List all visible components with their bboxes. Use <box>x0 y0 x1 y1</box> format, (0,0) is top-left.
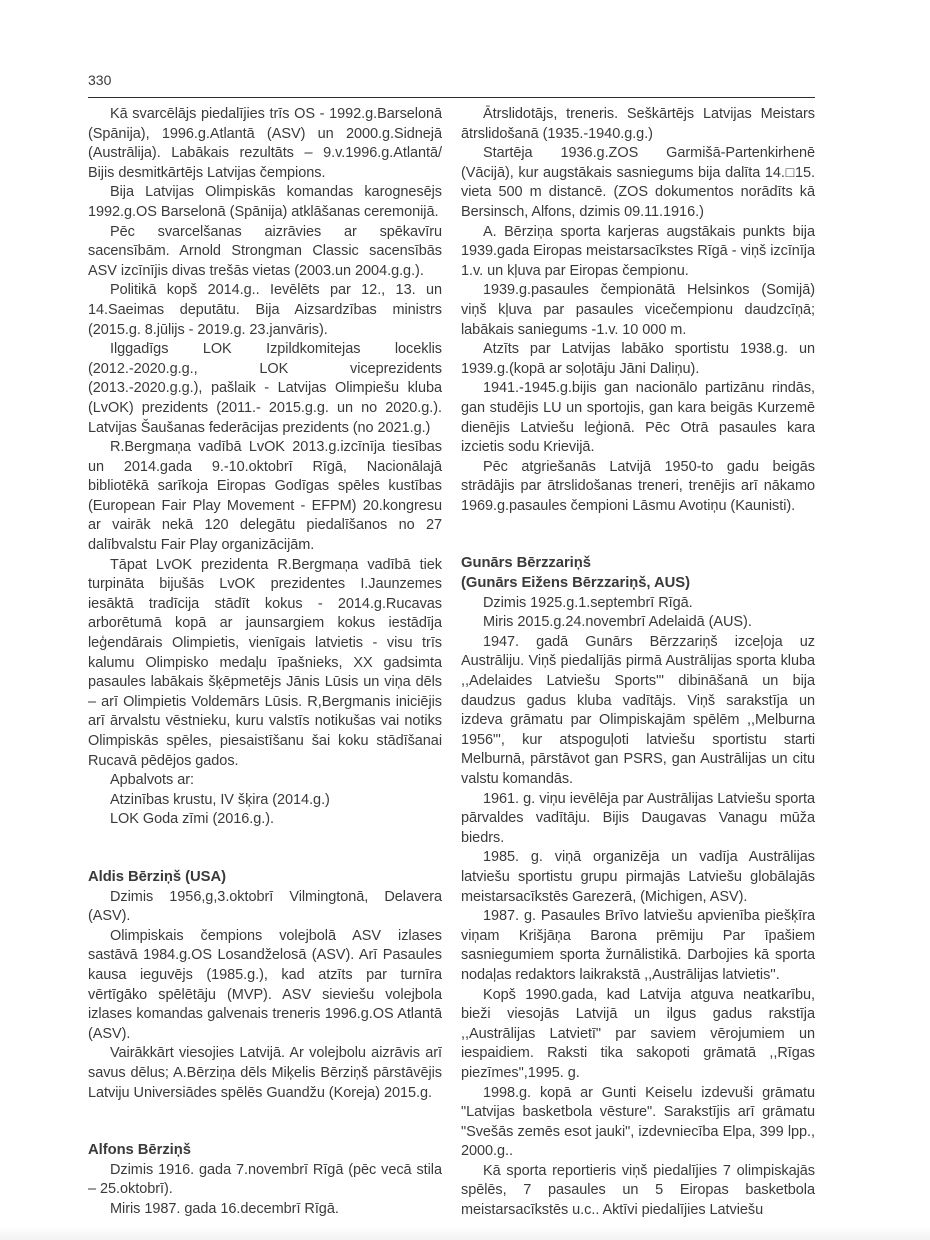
header-rule <box>88 97 815 98</box>
paragraph: Miris 1987. gada 16.decembrī Rīgā. <box>110 1200 339 1217</box>
paragraph: 1961. g. viņu ievēlēja par Austrālijas Latviešu sporta pārvaldes vadītāju. Bijis Daugavas Vanagu mūža biedrs. <box>461 790 815 846</box>
paragraph: 1985. g. viņā organizēja un vadīja Austrālijas latviešu sportistu grupu pirmajās Latviešu globālajās meistarsacīkstēs Garezerā, (Michigen, ASV). <box>461 849 815 905</box>
paragraph: Tāpat LvOK prezidenta R.Bergmaņa vadībā tiek turpināta bijušās LvOK prezidentes I.Jaunzemes iesāktā tradīcija stādīt kokus - 2014.g.Rucavas arborētumā kopā ar jaunsargiem kokus iestādīja leģendārais Olimpietis, vienīgais latvietis - visu trīs kalumu Olimpisko medaļu īpašnieks, XX gadsimta pasaules labākais šķēpmetējs Jānis Lūsis un viņa dēls – arī Olimpietis Voldemārs Lūsis. R,Bergmanis iniciējis arī ārvalstu vēstnieku, kuru valstīs notikušas vai notiks Olimpiskās spēles, piesaistīšanu šai koku stādīšanai Rucavā pēdējos gados. <box>88 556 442 769</box>
paragraph: 1987. g. Pasaules Brīvo latviešu apvienība piešķīra viņam Krišjāņa Barona prēmiju Par īpašiem sasniegumiem sporta žurnālistikā. Darbojies kā sporta nodaļas redaktors laikrakstā ,,Austrālijas latvietis''. <box>461 908 815 983</box>
paragraph: Pēc svarcelšanas aizrāvies ar spēkavīru sacensībām. Arnold Strongman Classic sacensībās ASV izcīnījis divas trešās vietas (2003.un 2004.g.g.). <box>88 223 442 279</box>
paragraph: 1998.g. kopā ar Gunti Keiselu izdevuši grāmatu "Latvijas basketbola vēsture". Sarakstījis arī grāmatu "Svešās zemēs esot jauki", izdevniecība Elpa, 399 lpp., 2000.g.. <box>461 1084 815 1160</box>
paragraph: A. Bērziņa sporta karjeras augstākais punkts bija 1939.gada Eiropas meistarsacīkstes Rīgā - viņš izcīnīja 1.v. un kļuva par Eiropas čempionu. <box>461 223 815 279</box>
paragraph: Dzimis 1916. gada 7.novembrī Rīgā (pēc vecā stila – 25.oktobrī). <box>88 1161 442 1198</box>
paragraph: Dzimis 1925.g.1.septembrī Rīgā. <box>483 594 693 611</box>
section-heading: Alfons Bērziņš <box>88 1142 191 1159</box>
paragraph: Ilggadīgs LOK Izpildkomitejas loceklis (2012.-2020.g.g., LOK viceprezidents (2013.-2020.g.g.), pašlaik - Latvijas Olimpiešu kluba (LvOK) prezidents (2011.- 2015.g.g. un no 2020.g.). Latvijas Šaušanas federācijas prezidents (no 2021.g.) <box>88 341 442 436</box>
section-heading: Aldis Bērziņš (USA) <box>88 868 226 885</box>
paragraph: LOK Goda zīmi (2016.g.). <box>110 811 275 828</box>
paragraph: Politikā kopš 2014.g.. Ievēlēts par 12., 13. un 14.Saeimas deputātu. Bija Aizsardzības ministrs (2015.g. 8.jūlijs - 2019.g. 23.janvāris). <box>88 282 442 338</box>
paragraph: Kā sporta reportieris viņš piedalījies 7 olimpiskajās spēlēs, 7 pasaules un 5 Eiropas basketbola meistarsacīkstēs u.c.. Aktīvi piedalījies Latviešu <box>461 1162 815 1219</box>
paragraph: Kopš 1990.gada, kad Latvija atguva neatkarību, bieži viesojās Latvijā un ilgus gadus rakstīja ,,Austrālijas Latvietī" par saviem vērojumiem un iespaidiem. Raksti tika sakopoti grāmatā ,,Rīgas piezīmes",1995. g. <box>461 986 815 1081</box>
text-columns <box>88 105 815 1221</box>
paragraph: Miris 2015.g.24.novembrī Adelaidā (AUS). <box>483 614 752 631</box>
paragraph: Pēc atgriešanās Latvijā 1950-to gadu beigās strādājis par ātrslidošanas treneri, trenējis arī nākamo 1969.g.pasaules čempioni Lāsmu Avotiņu (Kaunisti). <box>461 458 815 514</box>
page-content <box>88 72 815 1221</box>
paragraph: Ātrslidotājs, treneris. Seškārtējs Latvijas Meistars ātrslidošanā (1935.-1940.g.g.) <box>461 106 815 142</box>
section-heading: Gunārs Bērzzariņš <box>461 555 591 572</box>
paragraph: Apbalvots ar: <box>110 772 194 789</box>
paragraph: Vairākkārt viesojies Latvijā. Ar volejbolu aizrāvis arī savus dēlus; A.Bērziņa dēls Miķelis Bērziņš pārstāvējis Latviju Universiādes spēlēs Guandžu (Koreja) 2015.g. <box>88 1045 442 1101</box>
section-heading: (Gunārs Eižens Bērzzariņš, AUS) <box>461 575 690 592</box>
paragraph: R.Bergmaņa vadībā LvOK 2013.g.izcīnīja tiesības un 2014.gada 9.-10.oktobrī Rīgā, Nacionālajā bibliotēkā sarīkoja Eiropas Godīgas spēles kustības (European Fair Play Movement - EFPM) 20.kongresu ar vairāk nekā 120 delegātu piedalīšanos no 27 dalībvalstu Fair Play organizācijām. <box>88 439 442 554</box>
paragraph: Atzinības krustu, IV šķira (2014.g.) <box>110 791 330 808</box>
paragraph: Kā svarcēlājs piedalījies trīs OS - 1992.g.Barselonā (Spānija), 1996.g.Atlantā (ASV) un 2000.g.Sidnejā (Austrālija). Labākais rezultāts – 9.v.1996.g.Atlantā/ Bijis desmitkārtējs Latvijas čempions. <box>88 106 442 181</box>
right-column <box>461 105 815 1221</box>
paragraph: Atzīts par Latvijas labāko sportistu 1938.g. un 1939.g.(kopā ar soļotāju Jāni Daliņu). <box>461 341 815 377</box>
paragraph: Bija Latvijas Olimpiskās komandas karognesējs 1992.g.OS Barselonā (Spānija) atklāšanas ceremonijā. <box>88 184 442 220</box>
paragraph: Startēja 1936.g.ZOS Garmišā-Partenkirhenē (Vācijā), kur augstākais sasniegums bija dalīta 14.□15. vieta 500 m distancē. (ZOS dokumentos norādīts kā Bersinsch, Alfons, dzimis 09.11.1916.) <box>461 145 815 220</box>
left-column <box>88 105 442 1221</box>
paragraph: 1947. gadā Gunārs Bērzzariņš izceļoja uz Austrāliju. Viņš piedalījās pirmā Austrālijas sporta kluba ,,Adelaides Latviešu Sports"' dibināšanā un bija daudzus gadus kluba vadītājs. Viņš sarakstīja un izdeva grāmatu par Olimpiskajām spēlēm ,,Melburna 1956"', kur atspoguļoti latviešu sportistu starti Melburnā, pārstāvot gan PSRS, gan Austrālijas un citu valstu komandās. <box>461 633 815 787</box>
paragraph: 1941.-1945.g.bijis gan nacionālo partizānu rindās, gan studējis LU un sportojis, gan kara beigās Kurzemē dienējis Latviešu leģionā. Pēc Otrā pasaules kara izcietis sodu Krievijā. <box>461 380 815 456</box>
paragraph: Dzimis 1956,g,3.oktobrī Vilmingtonā, Delavera (ASV). <box>88 888 442 925</box>
paragraph: Olimpiskais čempions volejbolā ASV izlases sastāvā 1984.g.OS Losandželosā (ASV). Arī Pasaules kausa ieguvējs (1985.g.), kad atzīts par turnīra vērtīgāko spēlētāju (MVP). ASV sieviešu volejbola izlases komandas galvenais treneris 1996.g.OS Atlantā (ASV). <box>88 927 442 1042</box>
page-number: 330 <box>88 72 112 88</box>
paragraph: 1939.g.pasaules čempionātā Helsinkos (Somijā) viņš kļuva par pasaules vicečempionu daudzcīņā; labākais saniegums -1.v. 10 000 m. <box>461 282 815 338</box>
